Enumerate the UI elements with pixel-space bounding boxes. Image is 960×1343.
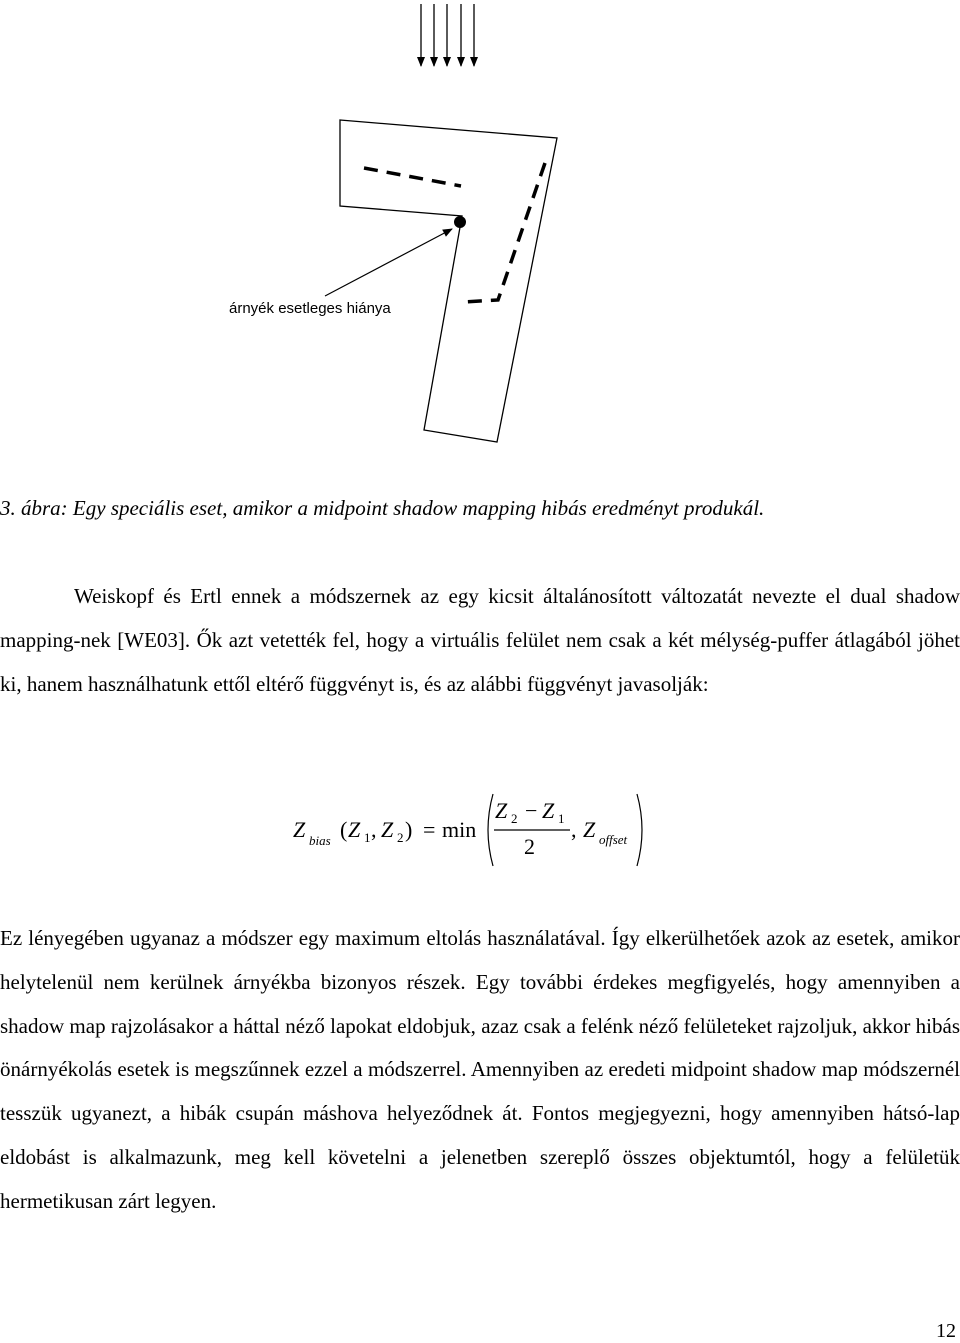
shadow-diagram <box>0 0 960 470</box>
eq-fraction-bar <box>494 829 570 832</box>
eq-arg2: Z <box>381 817 394 842</box>
pointer-arrow <box>325 229 452 296</box>
eq-offset-subscript: offset <box>599 832 628 847</box>
eq-num-z2-sub: 2 <box>511 811 518 826</box>
eq-right-big-paren <box>635 790 649 870</box>
figure-label: árnyék esetleges hiánya <box>229 300 391 317</box>
eq-num-z2: Z <box>495 798 508 823</box>
eq-minus: − <box>525 798 538 823</box>
paragraph-intro: Weiskopf és Ertl ennek a módszernek az egy kicsit általánosított változatát nevezte el dual shadow mapping-nek [WE03]. Ők azt vetették fel, hogy a virtuális felület nem csak a két mélység-puffer átlagából jöhet ki, hanem használhatunk ettől eltérő függvényt is, és az alábbi függvényt javasolják: <box>0 584 960 696</box>
eq-arg2-sub: 2 <box>397 830 404 845</box>
marked-point <box>454 216 466 228</box>
light-rays <box>421 4 474 66</box>
eq-close-paren: ) <box>405 817 413 842</box>
eq-comma: , <box>371 817 377 842</box>
page-number: 12 <box>936 1320 956 1342</box>
eq-denominator: 2 <box>524 834 535 859</box>
eq-arg1: Z <box>348 817 361 842</box>
eq-min: min <box>442 817 477 842</box>
eq-arg1-sub: 1 <box>364 830 371 845</box>
eq-lhs-symbol: Z <box>293 817 306 842</box>
equation <box>285 790 665 870</box>
eq-open-paren: ( <box>340 817 348 842</box>
figure-caption: 3. ábra: Egy speciális eset, amikor a midpoint shadow mapping hibás eredményt produkál. <box>0 496 765 520</box>
eq-equals: = <box>423 817 436 842</box>
paragraph-discussion: Ez lényegében ugyanaz a módszer egy maximum eltolás használatával. Így elkerülhetőek azok az esetek, amikor helytelenül nem kerülnek árnyékba bizonyos részek. Egy további érdekes megfigyelés, hogy amennyiben a shadow map rajzolásakor a háttal néző lapokat eldobjuk, azaz csak a felénk néző felületeket rajzoljuk, akkor hibás önárnyékolás esetek is megszűnnek ezzel a módszerrel. Amennyiben az eredeti midpoint shadow map módszernél tesszük ugyanezt, a hibák csupán máshova helyeződnek át. Fontos megjegyezni, hogy amennyiben hátsó-lap eldobást is alkalmazunk, meg kell követelni a jelenetben szereplő összes objektumtól, hogy a felületük hermetikusan zárt legyen. <box>0 926 960 1213</box>
eq-comma2: , <box>571 817 577 842</box>
eq-offset-symbol: Z <box>583 817 596 842</box>
eq-lhs-subscript: bias <box>309 833 331 848</box>
eq-left-big-paren <box>481 790 495 870</box>
eq-num-z1-sub: 1 <box>558 811 565 826</box>
eq-num-z1: Z <box>542 798 555 823</box>
virtual-surface-dashed <box>364 163 545 302</box>
